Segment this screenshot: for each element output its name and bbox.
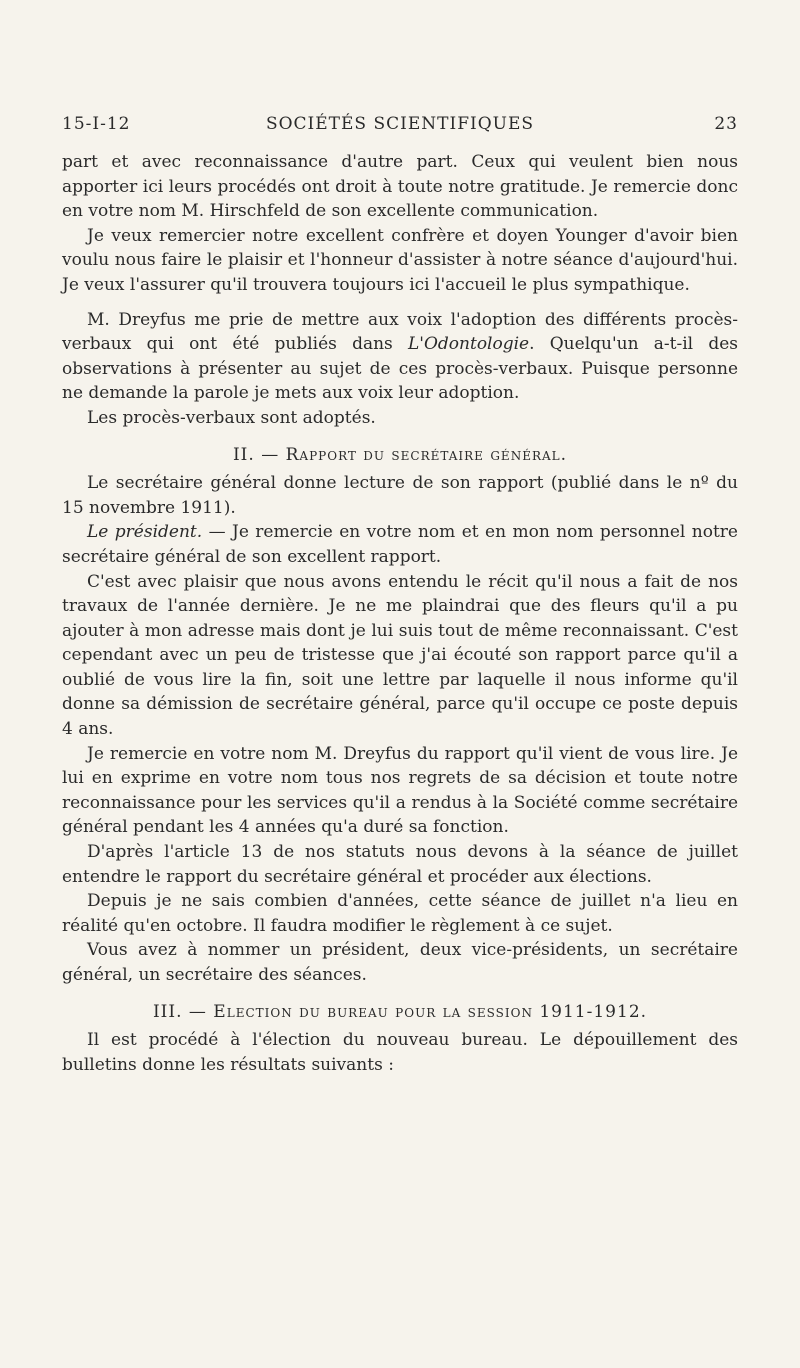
- paragraph: Vous avez à nommer un président, deux vice-présidents, un secrétaire général, un secrétaire des séances.: [62, 940, 738, 985]
- section-title: III. — Election du bureau pour la session 1911-1912.: [152, 1001, 648, 1022]
- header-date: 15-I-12: [62, 114, 131, 134]
- journal-title: L'Odontologie: [408, 334, 530, 355]
- paragraph-text: . Quelqu'un a-t-il des observations à présenter au sujet de ces procès-verbaux. Puisque personne ne demande la parole je mets aux voix leur adoption.: [62, 334, 738, 404]
- paragraph: C'est avec plaisir que nous avons entendu le récit qu'il nous a fait de nos travaux de l'année dernière. Je ne me plaindrai que des fleurs qu'il a pu ajouter à mon adresse mais dont je lui suis tout de même reconnaissant. C'est cependant avec un peu de tristesse que j'ai écouté son rapport parce qu'il a oublié de vous lire la fin, soit une lettre par laquelle il nous informe qu'il donne sa démission de secrétaire général, parce qu'il occupe ce poste depuis 4 ans.: [62, 571, 738, 740]
- body-text: [62, 150, 738, 1077]
- paragraph: part et avec reconnaissance d'autre part. Ceux qui veulent bien nous apporter ici leurs procédés ont droit à toute notre gratitude. Je remercie donc en votre nom M. Hirschfeld de son excellente communication.: [62, 152, 738, 222]
- paragraph: Depuis je ne sais combien d'années, cette séance de juillet n'a lieu en réalité qu'en octobre. Il faudra modifier le règlement à ce sujet.: [62, 891, 738, 936]
- paragraph: Les procès-verbaux sont adoptés.: [87, 407, 376, 428]
- running-header: [62, 114, 738, 144]
- paragraph: Le secrétaire général donne lecture de son rapport (publié dans le nº du 15 novembre 1911).: [62, 473, 738, 518]
- paragraph: [62, 520, 738, 569]
- paragraph-text: — Je remercie en votre nom et en mon nom personnel notre secrétaire général de son excellent rapport.: [62, 522, 738, 567]
- header-title: SOCIÉTÉS SCIENTIFIQUES: [265, 114, 535, 134]
- section-title: II. — Rapport du secrétaire général.: [232, 444, 568, 465]
- paragraph: Je veux remercier notre excellent confrère et doyen Younger d'avoir bien voulu nous faire le plaisir et l'honneur d'assister à notre séance d'aujourd'hui. Je veux l'assurer qu'il trouvera toujours ici l'accueil le plus sympathique.: [62, 225, 738, 295]
- paragraph: D'après l'article 13 de nos statuts nous devons à la séance de juillet entendre le rapport du secrétaire général et procéder aux élections.: [62, 842, 738, 887]
- paragraph: Je remercie en votre nom M. Dreyfus du rapport qu'il vient de vous lire. Je lui en exprime en votre nom tous nos regrets de sa décision et toute notre reconnaissance pour les services qu'il a rendus à la Société comme secrétaire général pendant les 4 années qu'a duré sa fonction.: [62, 743, 738, 838]
- paragraph: Il est procédé à l'élection du nouveau bureau. Le dépouillement des bulletins donne les résultats suivants :: [62, 1030, 738, 1075]
- speaker-label: Le président.: [87, 522, 203, 543]
- page-number: 23: [714, 114, 738, 134]
- paragraph-text: M. Dreyfus me prie de mettre aux voix l'adoption des différents procès-verbaux qui ont été publiés dans: [62, 309, 738, 355]
- paragraph: [62, 308, 738, 406]
